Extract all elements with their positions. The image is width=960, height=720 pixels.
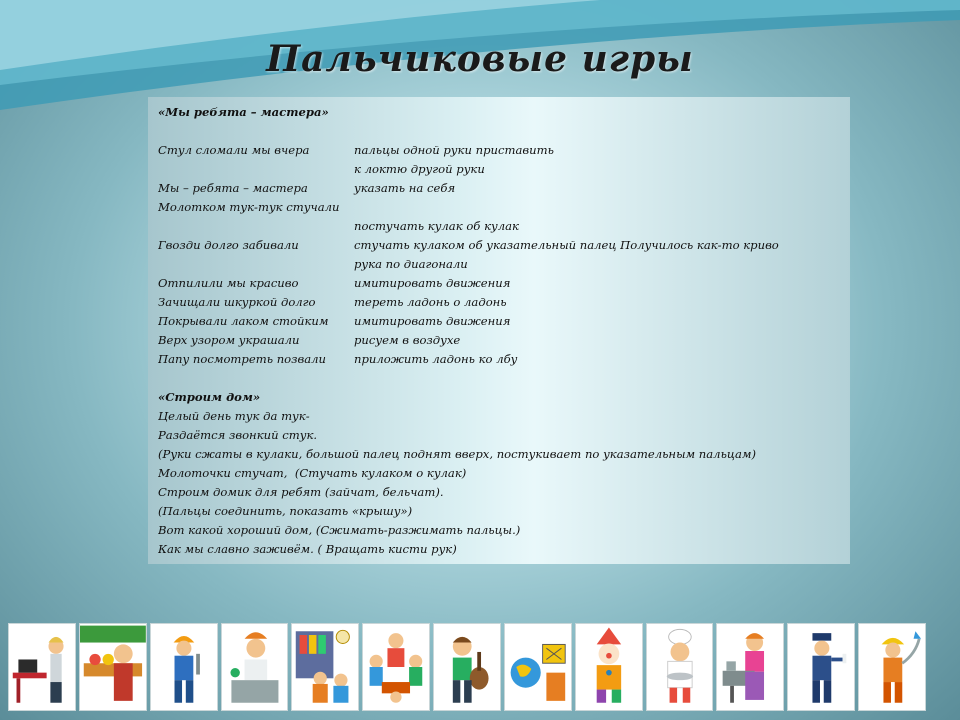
picture-strip <box>8 623 926 711</box>
poem-line: Раздаётся звонкий стук. <box>158 428 318 442</box>
section-heading: «Мы ребята – мастера» <box>158 105 329 119</box>
seamstress-image <box>716 623 784 711</box>
poem-line <box>158 198 840 217</box>
poem-verse: Покрывали лаком стойким <box>158 314 329 328</box>
poem-action: указать на себя <box>354 181 456 195</box>
poem-action: пальцы одной руки приставить <box>354 143 554 157</box>
boy-guitar-image <box>433 623 501 711</box>
cook-image <box>221 623 289 711</box>
poem-line <box>158 312 840 331</box>
poem-line: (Пальцы соединить, показать «крышу») <box>158 504 413 518</box>
market-vendor-image <box>79 623 147 711</box>
poem-line: Строим домик для ребят (зайчат, бельчат). <box>158 485 444 499</box>
section-heading: «Строим дом» <box>158 390 261 404</box>
poem-verse: Зачищали шкуркой долго <box>158 295 316 309</box>
poem-lines-1 <box>158 141 840 369</box>
policeman-image <box>787 623 855 711</box>
poem-verse: Гвозди долго забивали <box>158 238 299 252</box>
poem-verse: Мы – ребята – мастера <box>158 181 308 195</box>
office-worker-image <box>8 623 76 711</box>
poem-line <box>158 236 840 255</box>
page-title: Пальчиковые игры <box>266 38 694 80</box>
poem-action: постучать кулак об кулак <box>354 219 519 233</box>
poem-line: Как мы славно заживём. ( Вращать кисти рук) <box>158 542 457 556</box>
library-children-image <box>291 623 359 711</box>
poem-line <box>158 293 840 312</box>
clown-image <box>575 623 643 711</box>
spacer <box>158 369 840 388</box>
poem-line <box>158 350 840 369</box>
poem-action: имитировать движения <box>354 276 511 290</box>
poem-action: стучать кулаком об указательный палец Получилось как-то криво <box>354 238 779 252</box>
chef-child-image <box>646 623 714 711</box>
poem-line <box>158 255 840 274</box>
poem-line: Целый день тук да тук- <box>158 409 310 423</box>
poem-action: рисуем в воздухе <box>354 333 461 347</box>
poem-verse: Верх узором украшали <box>158 333 300 347</box>
poem-verse: Стул сломали мы вчера <box>158 143 310 157</box>
poem-line <box>158 179 840 198</box>
globe-map-image <box>504 623 572 711</box>
poem-action: имитировать движения <box>354 314 511 328</box>
poem-action: тереть ладонь о ладонь <box>354 295 507 309</box>
poem-action: приложить ладонь ко лбу <box>354 352 518 366</box>
firefighter-image <box>858 623 926 711</box>
poem-action: к локтю другой руки <box>354 162 485 176</box>
poem-line <box>158 274 840 293</box>
spacer <box>158 122 840 141</box>
poem-verse: Папу посмотреть позвали <box>158 352 326 366</box>
poem-verse: Молотком тук-тук стучали <box>158 200 340 214</box>
text-box <box>148 97 850 564</box>
poem-action: рука по диагонали <box>354 257 468 271</box>
poem-lines-2 <box>158 407 840 559</box>
poem-line: (Руки сжаты в кулаки, большой палец поднят вверх, постукивает по указательным пальцам) <box>158 447 757 461</box>
poem-verse: Отпилили мы красиво <box>158 276 299 290</box>
family-group-image <box>362 623 430 711</box>
poem-line <box>158 331 840 350</box>
poem-line <box>158 160 840 179</box>
builder-image <box>150 623 218 711</box>
poem-line: Молоточки стучат, (Стучать кулаком о кулак) <box>158 466 467 480</box>
poem-line: Вот какой хороший дом, (Сжимать-разжимать пальцы.) <box>158 523 521 537</box>
poem-line <box>158 217 840 236</box>
poem-line <box>158 141 840 160</box>
